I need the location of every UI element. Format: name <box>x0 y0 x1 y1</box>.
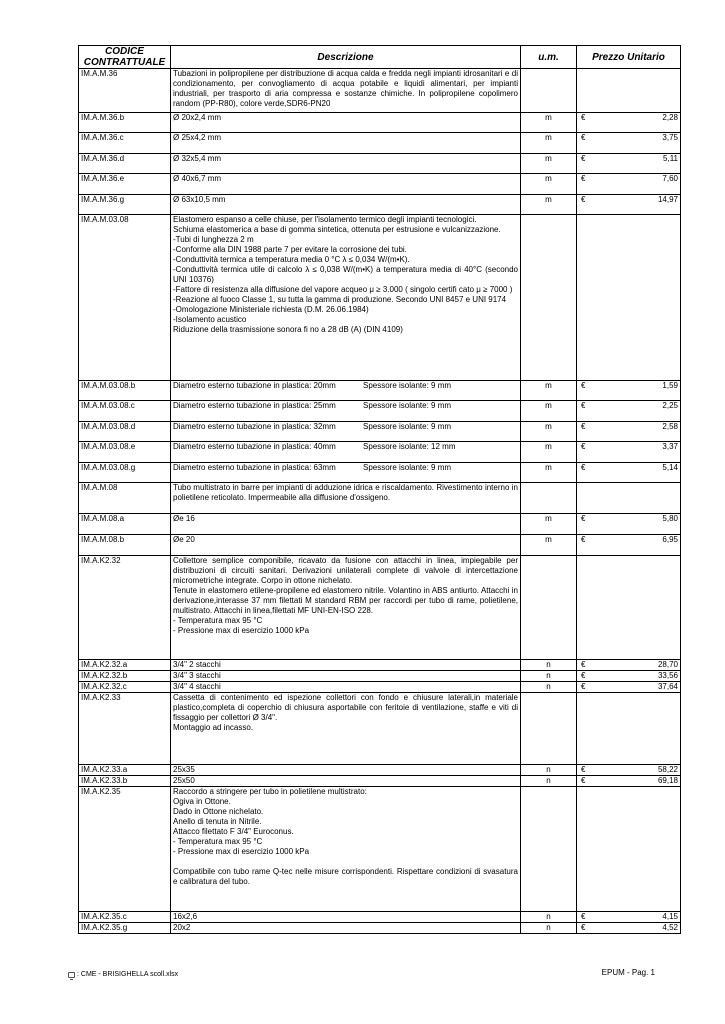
currency-symbol: € <box>581 113 586 122</box>
insulation-thickness: Spessore isolante: 9 mm <box>363 463 452 472</box>
unit-of-measure <box>521 787 577 912</box>
table-row <box>79 195 681 215</box>
unit-of-measure: m <box>521 463 577 483</box>
description-line: -Omologazione Ministeriale richiesta (D.M. 26.06.1984) <box>173 305 369 314</box>
item-description <box>171 923 521 934</box>
unit-price-cell <box>577 69 681 113</box>
table-row <box>79 535 681 556</box>
price-amount: 1,59 <box>662 381 678 390</box>
table-row <box>79 671 681 682</box>
unit-of-measure: n <box>521 765 577 776</box>
description-line: 20x2 <box>173 923 191 932</box>
footer-page-number: EPUM - Pag. 1 <box>601 968 655 977</box>
item-code: IM.A.M.36.d <box>79 154 171 174</box>
item-description <box>171 693 521 765</box>
price-amount: 5,80 <box>662 514 678 523</box>
item-code: IM.A.M.36.b <box>79 113 171 133</box>
description-line: 3/4" 2 stacchi <box>173 660 221 669</box>
pipe-diameter: Diametro esterno tubazione in plastica: 20mm <box>173 381 336 390</box>
currency-symbol: € <box>581 671 586 680</box>
description-line <box>173 857 518 867</box>
description-line: Ø 20x2,4 mm <box>173 113 222 122</box>
unit-of-measure: n <box>521 923 577 934</box>
item-code: IM.A.M.03.08.d <box>79 422 171 442</box>
description-line: -Fattore di resistenza alla diffusione del vapore acqueo μ ≥ 3.000 ( singolo certifi cato μ ≥ 7000 ) <box>173 285 513 294</box>
header-description: Descrizione <box>171 46 521 69</box>
table-row <box>79 463 681 483</box>
unit-of-measure: n <box>521 671 577 682</box>
unit-price-cell <box>577 483 681 514</box>
item-description <box>171 463 521 483</box>
unit-price-cell <box>577 514 681 535</box>
insulation-thickness: Spessore isolante: 9 mm <box>363 381 452 390</box>
item-code: IM.A.K2.33 <box>79 693 171 765</box>
item-code: IM.A.M.08.a <box>79 514 171 535</box>
price-amount: 28,70 <box>657 660 678 669</box>
unit-price-cell <box>577 787 681 912</box>
table-row <box>79 682 681 693</box>
unit-price-cell <box>577 381 681 401</box>
item-code: IM.A.K2.33.b <box>79 776 171 787</box>
table-body <box>79 69 681 934</box>
table-row <box>79 765 681 776</box>
unit-of-measure <box>521 215 577 381</box>
table-row <box>79 133 681 154</box>
item-description <box>171 514 521 535</box>
unit-price-cell <box>577 154 681 174</box>
item-code: IM.A.K2.35.c <box>79 912 171 923</box>
unit-price-cell <box>577 660 681 671</box>
description-line: Attacco filettato F 3/4" Euroconus. <box>173 827 294 836</box>
currency-symbol: € <box>581 422 586 431</box>
unit-price-cell <box>577 923 681 934</box>
unit-price-cell <box>577 215 681 381</box>
price-amount: 5,11 <box>663 154 678 163</box>
unit-price-cell <box>577 442 681 463</box>
item-code: IM.A.M.36 <box>79 69 171 113</box>
item-description <box>171 765 521 776</box>
item-description <box>171 422 521 442</box>
description-line: Anello di tenuta in Nitrile. <box>173 817 262 826</box>
unit-of-measure: m <box>521 422 577 442</box>
unit-of-measure <box>521 69 577 113</box>
price-list-table <box>78 45 681 934</box>
insulation-thickness: Spessore isolante: 12 mm <box>363 442 456 451</box>
item-description <box>171 154 521 174</box>
item-code: IM.A.M.03.08 <box>79 215 171 381</box>
item-description <box>171 174 521 195</box>
item-code: IM.A.K2.35.g <box>79 923 171 934</box>
price-amount: 69,18 <box>657 776 678 785</box>
unit-of-measure <box>521 483 577 514</box>
table-row <box>79 422 681 442</box>
unit-price-cell <box>577 556 681 660</box>
table-row <box>79 154 681 174</box>
currency-symbol: € <box>581 765 586 774</box>
item-code: IM.A.K2.32.b <box>79 671 171 682</box>
item-code: IM.A.K2.32.a <box>79 660 171 671</box>
price-amount: 2,58 <box>662 422 678 431</box>
table-header-row <box>79 46 681 69</box>
description-line: Riduzione della trasmissione sonora fi no a 28 dB (A) (DIN 4109) <box>173 325 403 334</box>
description-line: -Conduttività termica a temperatura media 0 °C λ ≤ 0,034 W/(m•K). <box>173 255 410 264</box>
table-row <box>79 215 681 381</box>
description-line: - Temperatura max 95 °C <box>173 616 263 625</box>
item-code: IM.A.K2.32.c <box>79 682 171 693</box>
description-line: Ogiva in Ottone. <box>173 797 231 806</box>
description-line: Ø 25x4,2 mm <box>173 133 222 142</box>
description-line: 3/4" 3 stacchi <box>173 671 221 680</box>
table-row <box>79 660 681 671</box>
unit-of-measure: m <box>521 133 577 154</box>
unit-price-cell <box>577 776 681 787</box>
unit-of-measure: n <box>521 682 577 693</box>
unit-price-cell <box>577 463 681 483</box>
description-line: Tenute in elastomero etilene-propilene ed elastomero nitrile. Volantino in ABS antiurto. Attacchi in derivazione,interasse 37 mm filettati M standard RBM per raccordi per tubo di rame, polietilene, multistrato. Attacchi in linea,filettati MF UNI-EN-ISO 228. <box>173 586 518 615</box>
description-line: 16x2,6 <box>173 912 198 921</box>
currency-symbol: € <box>581 195 586 204</box>
item-code: IM.A.M.08.b <box>79 535 171 556</box>
footer-file <box>68 970 178 979</box>
description-line: 25x50 <box>173 776 195 785</box>
unit-price-cell <box>577 195 681 215</box>
item-description <box>171 671 521 682</box>
unit-of-measure: m <box>521 381 577 401</box>
unit-of-measure: m <box>521 535 577 556</box>
item-description <box>171 215 521 381</box>
item-code: IM.A.K2.32 <box>79 556 171 660</box>
unit-of-measure: m <box>521 154 577 174</box>
unit-of-measure: n <box>521 660 577 671</box>
item-description <box>171 912 521 923</box>
footer-file-name: : CME - BRISIGHELLA scoll.xlsx <box>77 971 179 978</box>
item-code: IM.A.M.36.c <box>79 133 171 154</box>
item-description <box>171 682 521 693</box>
unit-of-measure <box>521 693 577 765</box>
unit-price-cell <box>577 693 681 765</box>
currency-symbol: € <box>581 154 586 163</box>
description-line: Ø 32x5,4 mm <box>173 154 222 163</box>
description-line: -Isolamento acustico <box>173 315 247 324</box>
currency-symbol: € <box>581 660 586 669</box>
table-row <box>79 923 681 934</box>
item-code: IM.A.M.36.g <box>79 195 171 215</box>
currency-symbol: € <box>581 776 586 785</box>
price-amount: 2,28 <box>662 113 678 122</box>
description-line: Ø 63x10,5 mm <box>173 195 226 204</box>
item-description <box>171 660 521 671</box>
unit-price-cell <box>577 401 681 422</box>
price-amount: 37,64 <box>657 682 678 691</box>
unit-price-cell <box>577 765 681 776</box>
description-line: - Pressione max di esercizio 1000 kPa <box>173 626 310 635</box>
insulation-thickness: Spessore isolante: 9 mm <box>363 422 452 431</box>
insulation-thickness: Spessore isolante: 9 mm <box>363 401 452 410</box>
item-code: IM.A.K2.33.a <box>79 765 171 776</box>
price-amount: 5,14 <box>662 463 678 472</box>
unit-of-measure <box>521 556 577 660</box>
table-row <box>79 556 681 660</box>
item-code: IM.A.M.03.08.c <box>79 401 171 422</box>
description-line: 25x35 <box>173 765 195 774</box>
table-row <box>79 442 681 463</box>
description-line: Øe 20 <box>173 535 195 544</box>
description-line: -Reazione al fuoco Classe 1, su tutta la gamma di produzione. Secondo UNI 8457 e UNI 9174 <box>173 295 507 304</box>
unit-price-cell <box>577 113 681 133</box>
unit-price-cell <box>577 671 681 682</box>
description-line: -Conduttività termica utile di calcolo λ ≤ 0,038 W/(m•K) a temperatura media di 40°C (secondo UNI 10376) <box>173 265 518 284</box>
price-amount: 2,25 <box>662 401 678 410</box>
table-row <box>79 693 681 765</box>
price-amount: 3,37 <box>662 442 678 451</box>
item-description <box>171 787 521 912</box>
price-amount: 4,15 <box>662 912 678 921</box>
currency-symbol: € <box>581 442 586 451</box>
table-row <box>79 401 681 422</box>
description-line: Dado in Ottone nichelato. <box>173 807 264 816</box>
pipe-diameter: Diametro esterno tubazione in plastica: 40mm <box>173 442 336 451</box>
item-description <box>171 381 521 401</box>
unit-price-cell <box>577 682 681 693</box>
item-code: IM.A.K2.35 <box>79 787 171 912</box>
currency-symbol: € <box>581 463 586 472</box>
description-line: Compatibile con tubo rame Q-tec nelle misure corrispondenti. Rispettare condizioni di svasatura e calibratura del tubo. <box>173 867 518 886</box>
table-row <box>79 174 681 195</box>
price-amount: 14,97 <box>657 195 678 204</box>
description-line: Ø 40x6,7 mm <box>173 174 222 183</box>
item-description <box>171 776 521 787</box>
description-line: Elastomero espanso a celle chiuse, per l'isolamento termico degli impianti tecnologici. <box>173 215 477 224</box>
unit-of-measure: m <box>521 442 577 463</box>
description-line: Montaggio ad incasso. <box>173 723 254 732</box>
price-amount: 6,95 <box>662 535 678 544</box>
item-description <box>171 556 521 660</box>
item-description <box>171 195 521 215</box>
currency-symbol: € <box>581 923 586 932</box>
item-code: IM.A.M.03.08.g <box>79 463 171 483</box>
description-line: Tubo multistrato in barre per impianti di adduzione idrica e riscaldamento. Rivestimento interno in polietilene reticolato. Impermeabile alla diffusione d'ossigeno. <box>173 483 518 502</box>
unit-price-cell <box>577 133 681 154</box>
header-unit: u.m. <box>521 46 577 69</box>
description-line: - Temperatura max 95 °C <box>173 837 263 846</box>
table-row <box>79 912 681 923</box>
price-amount: 33,56 <box>657 671 678 680</box>
unit-price-cell <box>577 912 681 923</box>
description-line: Øe 16 <box>173 514 195 523</box>
unit-of-measure: n <box>521 776 577 787</box>
pipe-diameter: Diametro esterno tubazione in plastica: 25mm <box>173 401 336 410</box>
header-code: CODICE CONTRATTUALE <box>79 46 171 69</box>
item-description <box>171 113 521 133</box>
currency-symbol: € <box>581 381 586 390</box>
table-row <box>79 69 681 113</box>
table-row <box>79 381 681 401</box>
unit-price-cell <box>577 174 681 195</box>
description-line: -Conforme alla DIN 1988 parte 7 per evitare la corrosione dei tubi. <box>173 245 407 254</box>
table-row <box>79 776 681 787</box>
unit-of-measure: n <box>521 912 577 923</box>
price-amount: 7,60 <box>662 174 678 183</box>
item-description <box>171 442 521 463</box>
unit-price-cell <box>577 422 681 442</box>
item-description <box>171 535 521 556</box>
table-row <box>79 483 681 514</box>
currency-symbol: € <box>581 912 586 921</box>
unit-of-measure: m <box>521 174 577 195</box>
currency-symbol: € <box>581 401 586 410</box>
currency-symbol: € <box>581 682 586 691</box>
unit-of-measure: m <box>521 195 577 215</box>
item-code: IM.A.M.36.e <box>79 174 171 195</box>
currency-symbol: € <box>581 514 586 523</box>
unit-of-measure: m <box>521 113 577 133</box>
description-line: 3/4" 4 stacchi <box>173 682 221 691</box>
unit-of-measure: m <box>521 401 577 422</box>
pipe-diameter: Diametro esterno tubazione in plastica: 32mm <box>173 422 336 431</box>
description-line: Cassetta di contenimento ed ispezione collettori con fondo e chiusure laterali,in materiale plastico,completa di coperchio di chiusura asportabile con feritoie di ventilazione, staffe e viti di fissaggio per collettori Ø 3/4". <box>173 693 518 722</box>
currency-symbol: € <box>581 174 586 183</box>
item-description <box>171 401 521 422</box>
price-amount: 3,75 <box>662 133 678 142</box>
description-line: - Pressione max di esercizio 1000 kPa <box>173 847 310 856</box>
description-line: Collettore semplice componibile, ricavato da fusione con attacchi in linea, impiegabile per distribuzioni di circuiti sanitari. Derivazioni unilaterali complete di valvole di intercettazione micrometriche integrate. Corpo in ottone nichelato. <box>173 556 518 585</box>
header-unit-price: Prezzo Unitario <box>577 46 681 69</box>
item-description <box>171 483 521 514</box>
item-code: IM.A.M.08 <box>79 483 171 514</box>
item-description <box>171 69 521 113</box>
item-code: IM.A.M.03.08.e <box>79 442 171 463</box>
currency-symbol: € <box>581 535 586 544</box>
table-row <box>79 113 681 133</box>
price-amount: 58,22 <box>657 765 678 774</box>
description-line: Tubazioni in polipropilene per distribuzione di acqua calda e fredda negli impianti idrosanitari e di condizionamento, per convogliamento di acqua potabile e liquidi alimentari, per impianti industriali, per trasporto di aria compressa e sostanze chimiche. In polipropilene copolimero random (PP-R80), colore verde,SDR6-PN20 <box>173 69 518 108</box>
currency-symbol: € <box>581 133 586 142</box>
price-amount: 4,52 <box>662 923 678 932</box>
unit-price-cell <box>577 535 681 556</box>
pipe-diameter: Diametro esterno tubazione in plastica: 63mm <box>173 463 336 472</box>
description-line: Raccordo a stringere per tubo in polietilene multistrato: <box>173 787 367 796</box>
item-description <box>171 133 521 154</box>
description-line: -Tubi di lunghezza 2 m <box>173 235 254 244</box>
unit-of-measure: m <box>521 514 577 535</box>
description-line: Schiuma elastomerica a base di gomma sintetica, ottenuta per estrusione e vulcanizzazione. <box>173 225 501 234</box>
table-row <box>79 787 681 912</box>
table-row <box>79 514 681 535</box>
item-code: IM.A.M.03.08.b <box>79 381 171 401</box>
computer-icon <box>68 972 75 978</box>
